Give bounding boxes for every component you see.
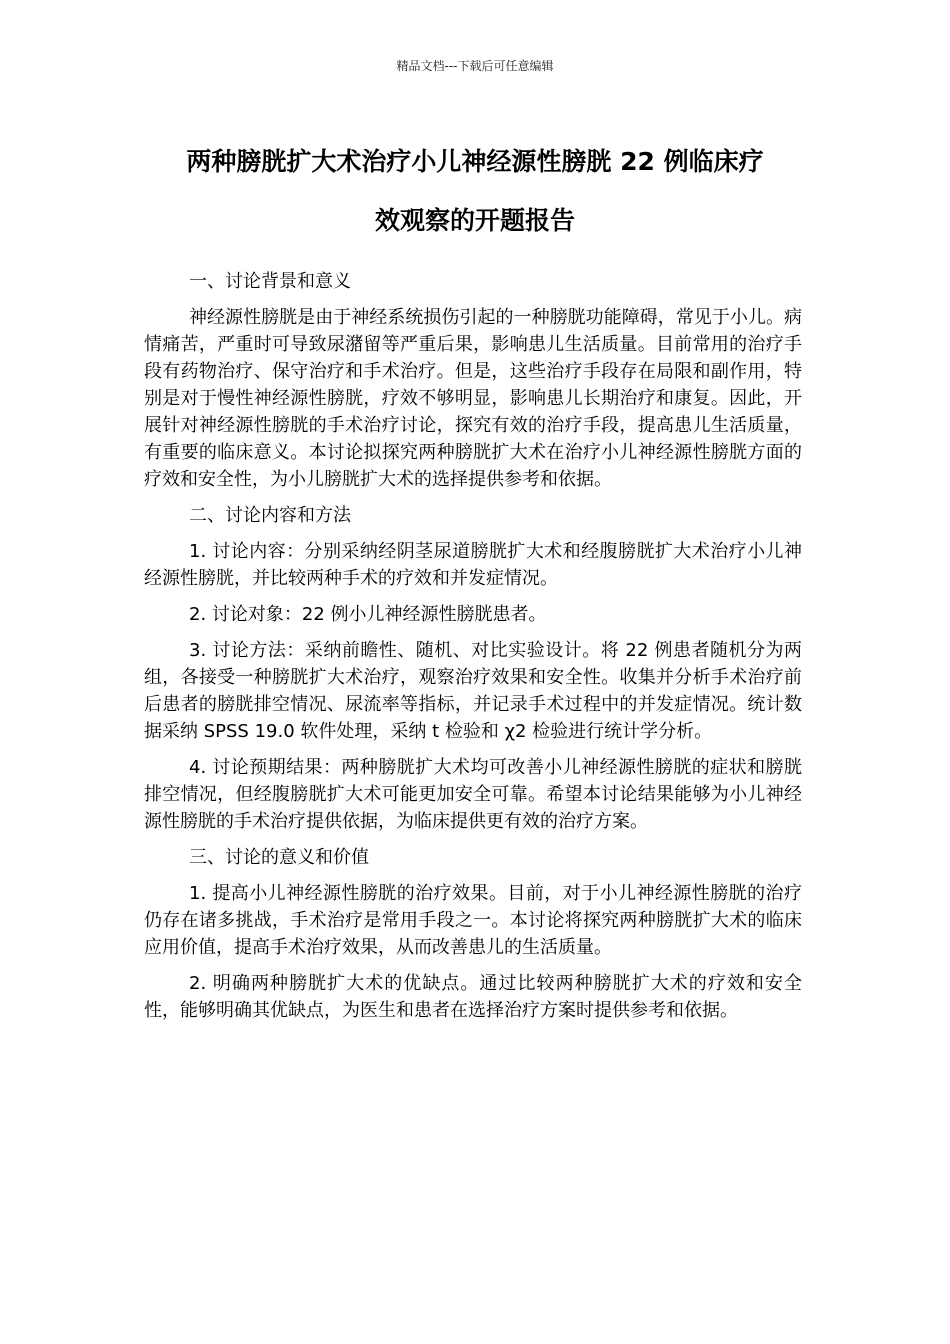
title-line-1: 两种膀胱扩大术治疗小儿神经源性膀胱 22 例临床疗: [186, 147, 764, 176]
paragraph-subjects: 2. 讨论对象：22 例小儿神经源性膀胱患者。: [189, 604, 547, 625]
paragraph-content: 1. 讨论内容：分别采纳经阴茎尿道膀胱扩大术和经腹膀胱扩大术治疗小儿神经源性膀胱，并比较两种手术的疗效和并发症情况。: [144, 541, 802, 589]
title-line-2: 效观察的开题报告: [374, 206, 575, 235]
header-note: 精品文档---下载后可任意编辑: [396, 59, 554, 73]
paragraph-significance-1: 1. 提高小儿神经源性膀胱的治疗效果。目前，对于小儿神经源性膀胱的治疗仍存在诸多挑战，手术治疗是常用手段之一。本讨论将探究两种膀胱扩大术的临床应用价值，提高手术治疗效果，从而改善患儿的生活质量。: [144, 883, 802, 958]
paragraph-expected-result: 4. 讨论预期结果：两种膀胱扩大术均可改善小儿神经源性膀胱的症状和膀胱排空情况，但经腹膀胱扩大术可能更加安全可靠。希望本讨论结果能够为小儿神经源性膀胱的手术治疗提供依据，为临床提供更有效的治疗方案。: [144, 757, 802, 832]
document-body: [144, 268, 802, 1033]
paragraph-method: 3. 讨论方法：采纳前瞻性、随机、对比实验设计。将 22 例患者随机分为两组，各接受一种膀胱扩大术治疗，观察治疗效果和安全性。收集并分析手术治疗前后患者的膀胱排空情况、尿流率等指标，并记录手术过程中的并发症情况。统计数据采纳 SPSS 19.0 软件处理，采纳 t 检验和 χ2 检验进行统计学分析。: [144, 640, 802, 742]
section-heading-content-method: 二、讨论内容和方法: [189, 505, 351, 526]
document-title: [120, 132, 830, 250]
paragraph-background: 神经源性膀胱是由于神经系统损伤引起的一种膀胱功能障碍，常见于小儿。病情痛苦，严重时可导致尿潴留等严重后果，影响患儿生活质量。目前常用的治疗手段有药物治疗、保守治疗和手术治疗。但是，这些治疗手段存在局限和副作用，特别是对于慢性神经源性膀胱，疗效不够明显，影响患儿长期治疗和康复。因此，开展针对神经源性膀胱的手术治疗讨论，探究有效的治疗手段，提高患儿生活质量，有重要的临床意义。本讨论拟探究两种膀胱扩大术在治疗小儿神经源性膀胱方面的疗效和安全性，为小儿膀胱扩大术的选择提供参考和依据。: [144, 307, 802, 490]
section-heading-significance: 三、讨论的意义和价值: [189, 847, 369, 868]
section-heading-background: 一、讨论背景和意义: [189, 271, 351, 292]
paragraph-significance-2: 2. 明确两种膀胱扩大术的优缺点。通过比较两种膀胱扩大术的疗效和安全性，能够明确其优缺点，为医生和患者在选择治疗方案时提供参考和依据。: [144, 973, 802, 1021]
